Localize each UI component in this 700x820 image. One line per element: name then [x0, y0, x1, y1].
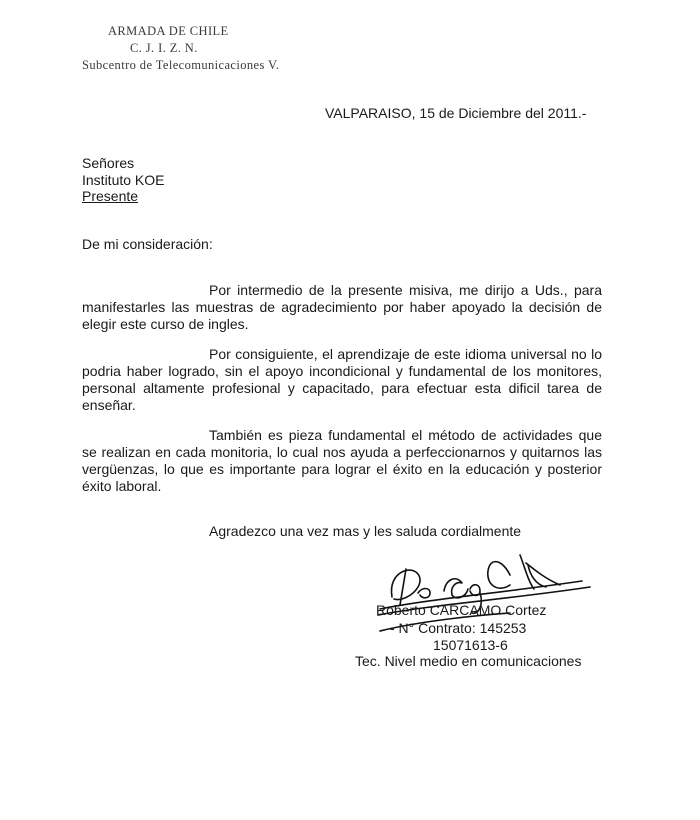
- signatory-id-number: 15071613-6: [433, 637, 508, 653]
- body-paragraph-1: Por intermedio de la presente misiva, me dirijo a Uds., para manifestarles las muestras de agradecimiento por haber apoyado la decisión de elegir este curso de ingles.: [82, 282, 602, 332]
- letterhead-subcenter: Subcentro de Telecomunicaciones V.: [82, 58, 280, 72]
- recipient-salutation: Señores: [82, 155, 135, 171]
- body-paragraph-3: También es pieza fundamental el método de actividades que se realizan en cada monitoria, lo cual nos ayuda a perfeccionarnos y quitarnos las vergüenzas, lo que es importante para lograr el éxito en la educación y posterior éxito laboral.: [82, 427, 602, 494]
- letterhead-institution: ARMADA DE CHILE: [108, 24, 229, 38]
- signatory-contract: - N° Contrato: 145253: [390, 620, 527, 636]
- recipient-name: Instituto KOE: [82, 172, 165, 188]
- signatory-name: Roberto CARCAMO Cortez: [376, 602, 547, 618]
- body-paragraph-2: Por consiguiente, el aprendizaje de este idioma universal no lo podria haber logrado, sin el apoyo incondicional y fundamental de los monitores, personal altamente profesional y capacitado, para efectuar esta dificil tarea de enseñar.: [82, 346, 602, 413]
- recipient-presente: Presente: [82, 188, 139, 204]
- signatory-title: Tec. Nivel medio en comunicaciones: [355, 653, 582, 669]
- closing-line: Agradezco una vez mas y les saluda cordialmente: [209, 523, 522, 539]
- letter-date: VALPARAISO, 15 de Diciembre del 2011.-: [325, 105, 587, 121]
- greeting: De mi consideración:: [82, 236, 213, 252]
- letterhead-unit: C. J. I. Z. N.: [130, 41, 198, 55]
